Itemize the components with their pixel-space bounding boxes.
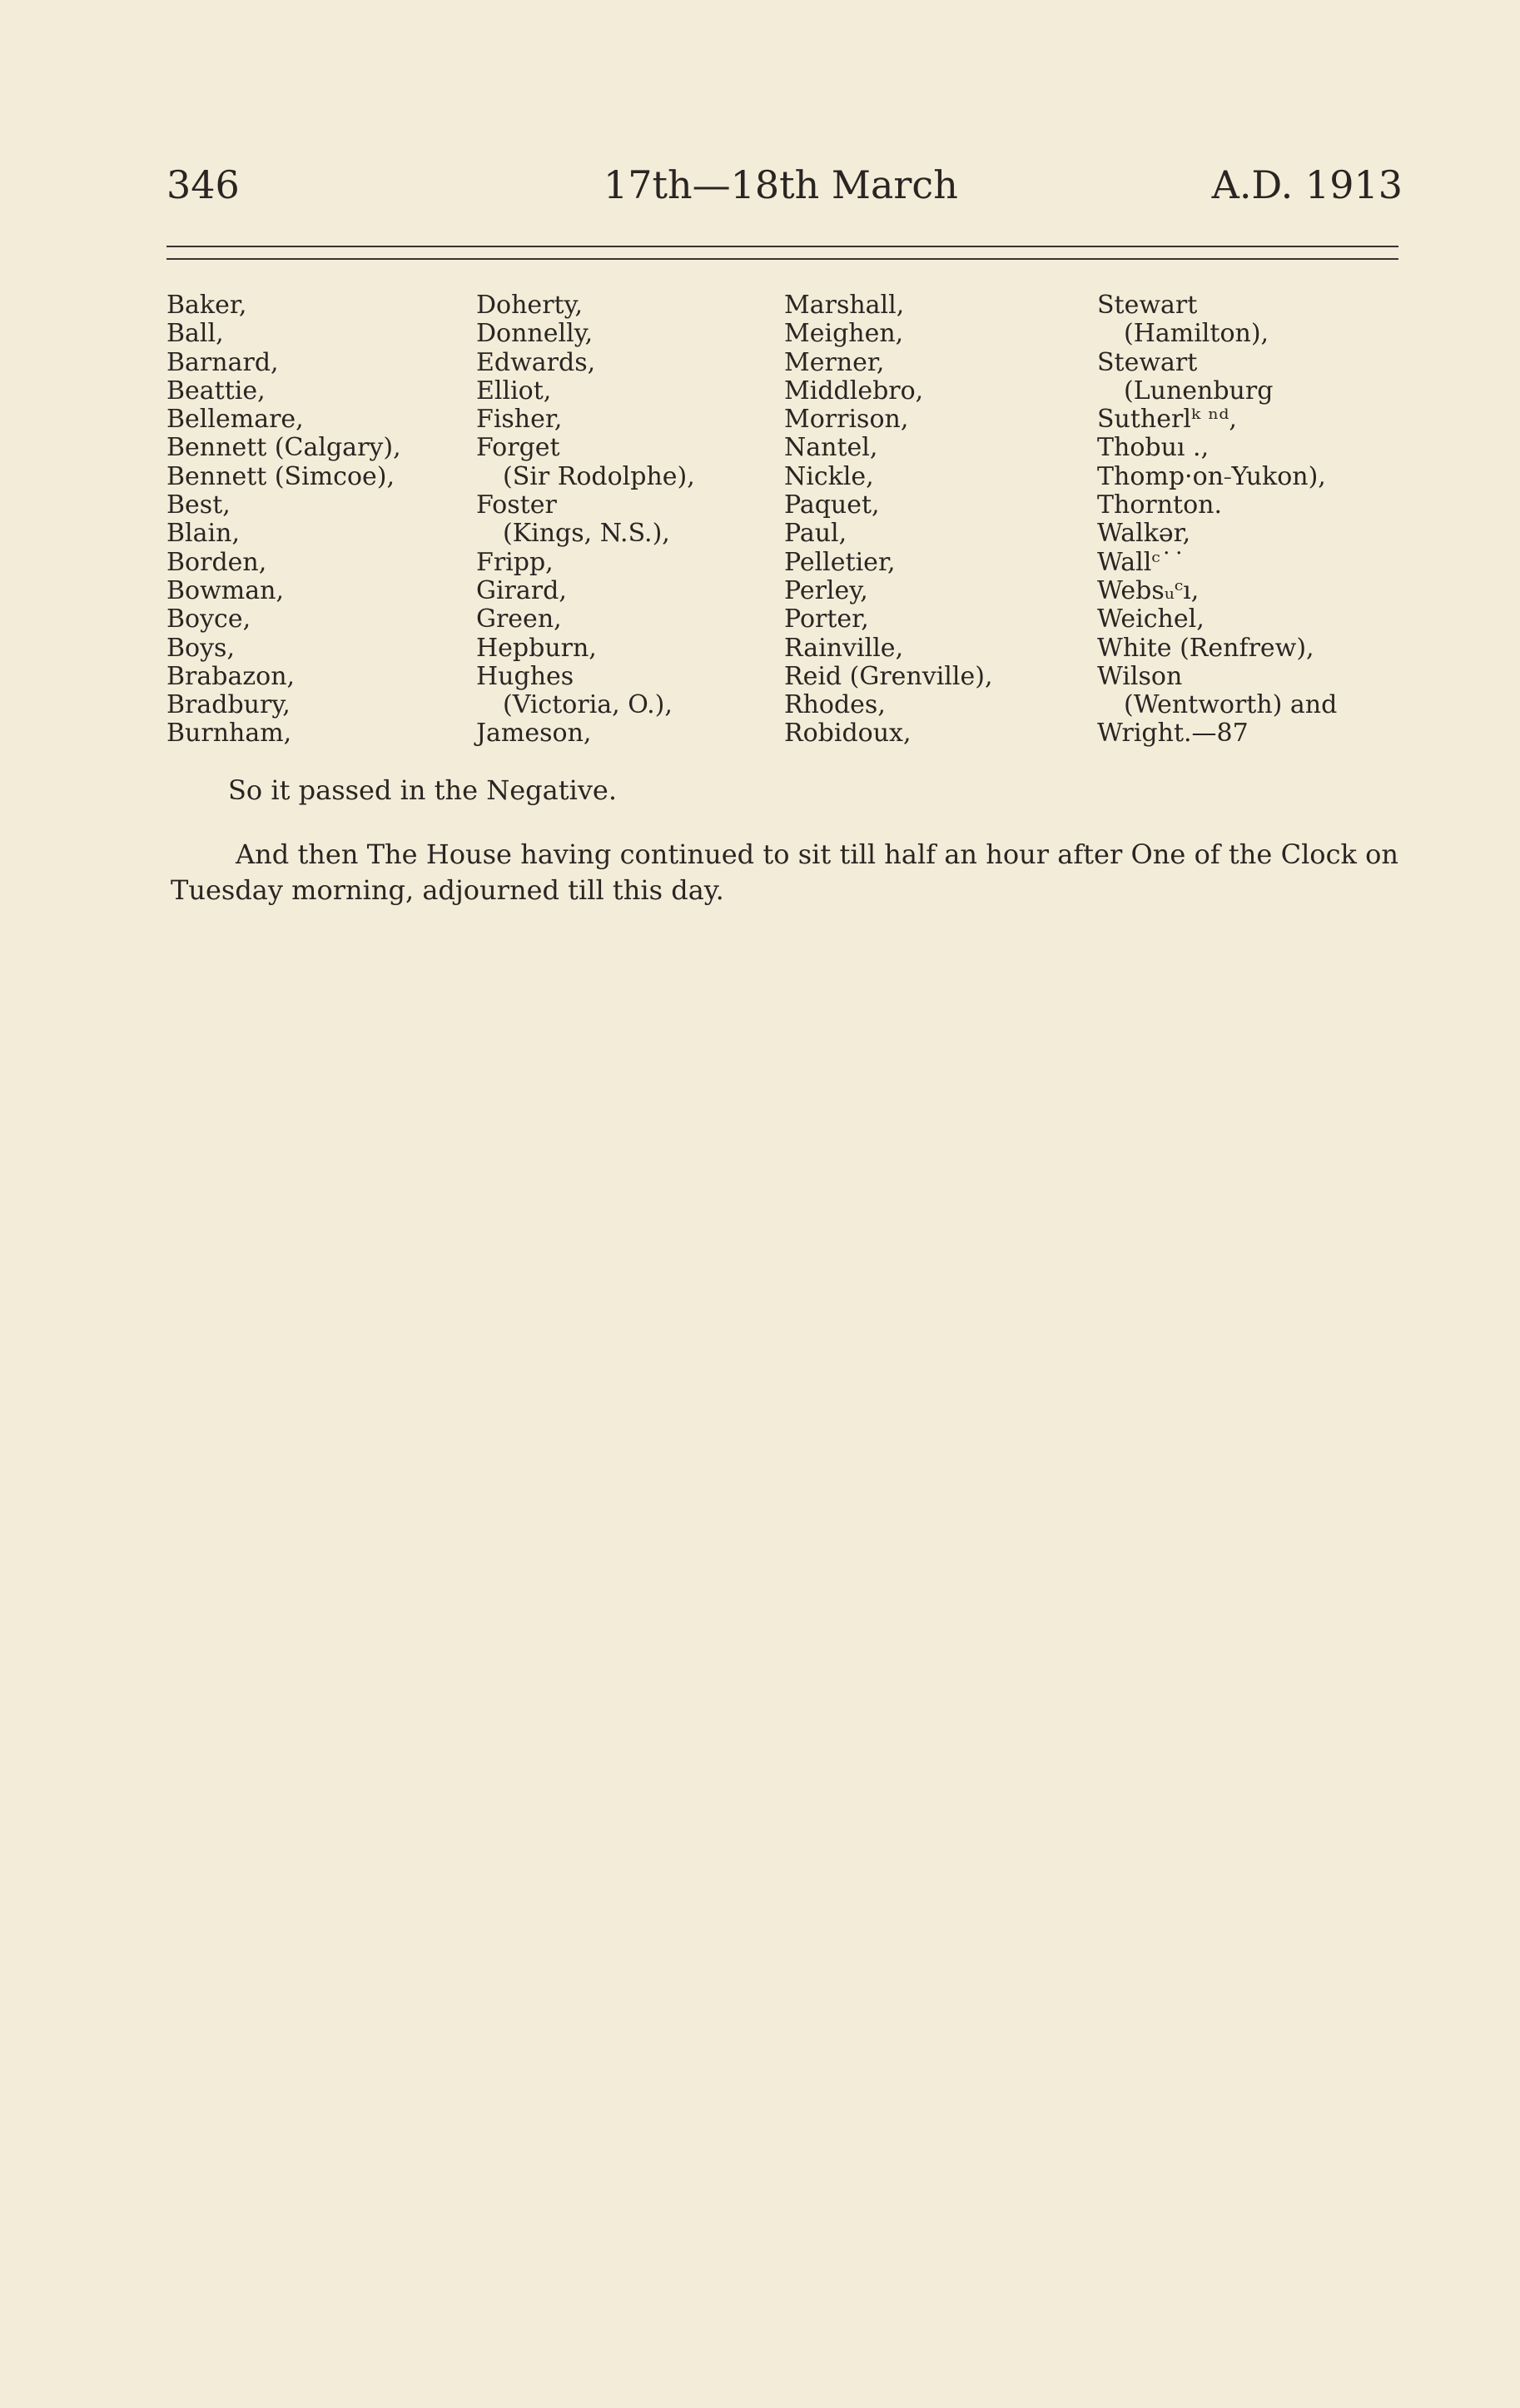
member-name: Borden, xyxy=(166,547,267,577)
member-name: Elliot, xyxy=(476,376,552,405)
member-name: Merner, xyxy=(784,347,885,377)
member-name: Stewart xyxy=(1097,291,1198,320)
member-name: Wallᶜ˙˙ xyxy=(1097,547,1185,577)
member-name: Paul, xyxy=(784,519,847,549)
member-name: Hughes xyxy=(476,661,574,691)
member-name: White (Renfrew), xyxy=(1097,633,1314,663)
member-name: Middlebro, xyxy=(784,376,924,405)
member-name: Brabazon, xyxy=(166,661,296,691)
member-name: Green, xyxy=(476,604,562,634)
member-name: (Kings, N.S.), xyxy=(503,519,670,549)
member-name: Hepburn, xyxy=(476,633,597,663)
page-header xyxy=(166,162,1403,212)
member-name: Edwards, xyxy=(476,347,596,377)
member-name: (Victoria, O.), xyxy=(503,690,673,720)
member-name: Boys, xyxy=(166,633,235,663)
member-name: Thobuı ., xyxy=(1097,433,1210,463)
member-name: Rainville, xyxy=(784,633,904,663)
member-name: Bennett (Calgary), xyxy=(166,433,401,463)
member-name: Foster xyxy=(476,490,557,520)
member-name: Bradbury, xyxy=(166,690,291,720)
member-name: Girard, xyxy=(476,575,567,605)
page-number: 346 xyxy=(166,162,240,207)
vote-result: So it passed in the Negative. xyxy=(228,774,617,806)
member-name: Meighen, xyxy=(784,319,904,349)
member-name: Forget xyxy=(476,433,560,463)
member-name: Barnard, xyxy=(166,347,279,377)
member-name: Pelletier, xyxy=(784,547,896,577)
member-name: Porter, xyxy=(784,604,869,634)
member-name: Wilson xyxy=(1097,661,1183,691)
name-column-1 xyxy=(166,291,401,749)
member-name: Best, xyxy=(166,490,231,520)
member-name: Paquet, xyxy=(784,490,880,520)
member-name: Doherty, xyxy=(476,291,584,320)
header-rule-top xyxy=(166,246,1398,247)
member-name: Perley, xyxy=(784,575,868,605)
member-name: Robidoux, xyxy=(784,719,912,749)
member-name: (Lunenburg xyxy=(1124,376,1274,405)
member-name: Bowman, xyxy=(166,575,284,605)
member-name: (Wentworth) and xyxy=(1124,690,1338,720)
header-rule-bottom xyxy=(166,258,1398,260)
name-column-4 xyxy=(1097,291,1337,749)
member-name: Morrison, xyxy=(784,405,909,435)
member-name: Rhodes, xyxy=(784,690,886,720)
member-name: Fripp, xyxy=(476,547,554,577)
year: A.D. 1913 xyxy=(1211,162,1403,207)
member-name: Sutherlᵏ ⁿᵈ, xyxy=(1097,405,1237,435)
member-name: Nickle, xyxy=(784,461,874,491)
member-name: Ball, xyxy=(166,319,224,349)
member-name: (Hamilton), xyxy=(1124,319,1269,349)
member-name: Jameson, xyxy=(476,719,592,749)
member-name: Donnelly, xyxy=(476,319,594,349)
member-name: Walkər, xyxy=(1097,519,1191,549)
name-column-2 xyxy=(476,291,695,749)
member-name: Beattie, xyxy=(166,376,266,405)
member-name: Boyce, xyxy=(166,604,251,634)
closing-paragraph: And then The House having continued to sit till half an hour after One of the Clock on Tuesday morning, adjourned till this day. xyxy=(171,838,1398,906)
member-name: Thomp·on ̵Yukon), xyxy=(1097,461,1326,491)
member-name: Baker, xyxy=(166,291,247,320)
member-name: (Sir Rodolphe), xyxy=(503,461,695,491)
member-name: Blain, xyxy=(166,519,240,549)
name-column-3 xyxy=(784,291,993,749)
member-name: Bellemare, xyxy=(166,405,304,435)
member-name: Thornton. xyxy=(1097,490,1223,520)
member-name: Marshall, xyxy=(784,291,905,320)
vote-name-list xyxy=(166,291,1415,758)
member-name: Burnham, xyxy=(166,719,292,749)
date-range: 17th—18th March xyxy=(604,162,958,207)
member-name: Stewart xyxy=(1097,347,1198,377)
member-name: Bennett (Simcoe), xyxy=(166,461,395,491)
member-name: Nantel, xyxy=(784,433,878,463)
member-name: Reid (Grenville), xyxy=(784,661,993,691)
member-name: Fisher, xyxy=(476,405,563,435)
member-name: Wright.—87 xyxy=(1097,719,1249,749)
member-name: Websᵤᶜı, xyxy=(1097,575,1200,605)
member-name: Weichel, xyxy=(1097,604,1205,634)
